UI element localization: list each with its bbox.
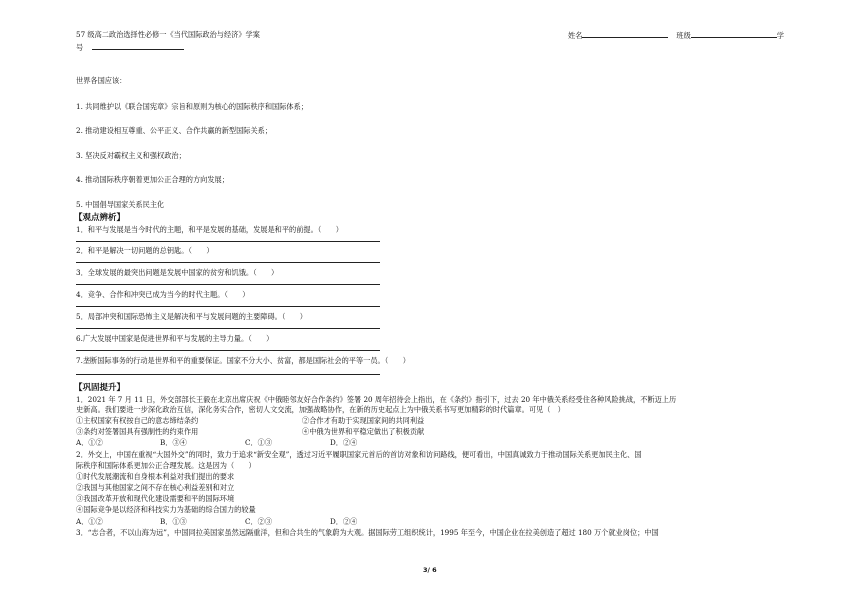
viewpoint-item: 3．全球发展的最突出问题是发展中国家的贫穷和饥饿。（ ） (76, 268, 279, 277)
q1-stem-line2: 史新高。我们要进一步深化政治互信，深化务实合作，密切人文交流，加强战略协作，在新的历史起点上为中俄关系书写更加精彩的时代篇章。可见（ ） (76, 405, 565, 414)
class-label: 班级 (676, 31, 691, 40)
intro-item: 4. 推动国际秩序朝着更加公正合理的方向发展； (76, 175, 229, 184)
name-blank[interactable] (582, 30, 668, 38)
viewpoint-item: 2．和平是解决一切问题的总钥匙。（ ） (76, 246, 214, 255)
q1-choice-b[interactable]: B．③④ (160, 438, 187, 447)
q1-choice-a[interactable]: A．①② (76, 438, 103, 447)
viewpoint-item: 1．和平与发展是当今时代的主题，和平是发展的基础，发展是和平的前提。（ ） (76, 225, 343, 234)
number-label: 号 (76, 43, 84, 52)
answer-line (76, 374, 380, 375)
q1-stem-line1: 1．2021 年 7 月 11 日，外交部部长王毅在北京出席庆祝《中俄睦邻友好合作条约》签署 20 周年招待会上指出，在《条约》指引下，过去 20 年中俄关系经受住各种风险挑战，不断迈上历 (76, 395, 677, 404)
q1-statement: ②合作才有助于实现国家间的共同利益 (302, 416, 425, 425)
answer-line (76, 284, 380, 285)
intro-item: 3. 坚决反对霸权主义和强权政治； (76, 151, 186, 160)
intro-item: 2. 推动建设相互尊重、公平正义、合作共赢的新型国际关系； (76, 126, 273, 135)
answer-line (76, 328, 380, 329)
q2-choice-b[interactable]: B．①③ (160, 517, 187, 526)
header-student-info (568, 30, 784, 41)
q2-statement: ④国际竞争是以经济和科技实力为基础的综合国力的较量 (76, 505, 256, 514)
header-title: 57 级高二政治选择性必修一《当代国际政治与经济》学案 (76, 30, 260, 39)
consolidate-heading: 【巩固提升】 (74, 383, 126, 393)
q3-stem-line1: 3．“志合者，不以山海为远”，中国同拉美国家虽然远隔重洋，但和合共生的气象蔚为大观。据国际劳工组织统计，1995 年至今，中国企业在拉美创造了超过 180 万个就业岗位；中国 (76, 528, 659, 537)
q2-stem-line2: 际秩序和国际体系更加公正合理发展。这是因为（ ） (76, 461, 256, 470)
number-blank[interactable] (92, 42, 184, 50)
class-blank[interactable] (691, 30, 777, 38)
viewpoint-item: 7.垄断国际事务的行动是世界和平的重要保证。国家不分大小、贫富，都是国际社会的平等一员。（ ） (76, 356, 410, 365)
q2-choice-a[interactable]: A．①② (76, 517, 103, 526)
intro-lead: 世界各国应该： (76, 76, 127, 85)
q1-statement: ③条约对签署国具有强制性的约束作用 (76, 427, 199, 436)
xue-label: 学 (776, 31, 784, 40)
q2-statement: ②我国与其他国家之间不存在核心利益差别和对立 (76, 483, 235, 492)
answer-line (76, 350, 380, 351)
q2-choice-d[interactable]: D．②④ (330, 517, 358, 526)
page-number: 3/ 6 (423, 566, 437, 574)
q2-statement: ③我国改革开放和现代化建设需要和平的国际环境 (76, 494, 235, 503)
q2-statement: ①时代发展潮流和自身根本利益对我们提出的要求 (76, 472, 235, 481)
answer-line (76, 241, 380, 242)
intro-item: 1. 共同维护以《联合国宪章》宗旨和原则为核心的国际秩序和国际体系； (76, 102, 308, 111)
q1-statement: ①主权国家有权按自己的意志缔结条约 (76, 416, 199, 425)
intro-item: 5. 中国倡导国家关系民主化 (76, 200, 165, 209)
viewpoint-item: 6.广大发展中国家是促进世界和平与发展的主导力量。（ ） (76, 334, 274, 343)
q2-stem-line1: 2．外交上，中国在重视“大国外交”的同时，致力于追求“新安全观”，透过习近平履职国家元首后的首访对象和访问路线，便可看出，中国真诚致力于推动国际关系更加民主化、国 (76, 450, 642, 459)
q1-choice-d[interactable]: D．②④ (330, 438, 358, 447)
answer-line (76, 262, 380, 263)
viewpoints-heading: 【观点辨析】 (74, 213, 126, 223)
answer-line (76, 306, 380, 307)
q1-statement: ④中俄为世界和平稳定做出了积极贡献 (302, 427, 425, 436)
q1-choice-c[interactable]: C．①③ (245, 438, 273, 447)
viewpoint-item: 5．局部冲突和国际恐怖主义是解决和平与发展问题的主要障碍。（ ） (76, 312, 307, 321)
name-label: 姓名 (568, 31, 583, 40)
q2-choice-c[interactable]: C．②③ (245, 517, 273, 526)
viewpoint-item: 4．竞争、合作和冲突已成为当今的时代主题。（ ） (76, 290, 250, 299)
header-number-row (76, 42, 184, 53)
